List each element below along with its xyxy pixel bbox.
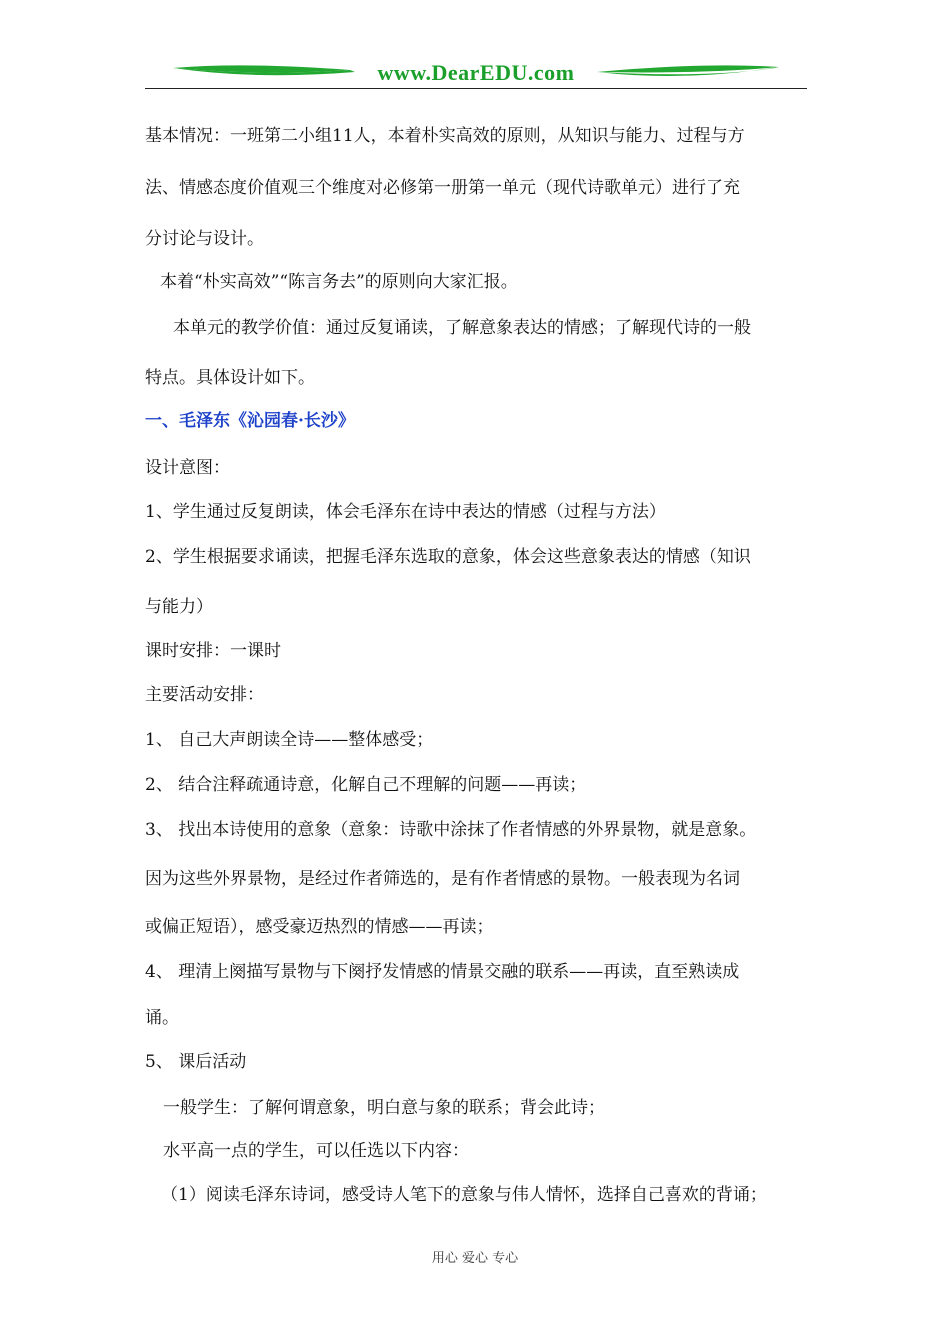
paragraph-line: 设计意图： [145,458,230,478]
paragraph-line: 特点。具体设计如下。 [145,368,315,388]
list-item: 2、学生根据要求诵读，把握毛泽东选取的意象，体会这些意象表达的情感（知识 [145,547,751,567]
list-item: 5、 课后活动 [145,1052,247,1072]
paragraph-line: 一般学生：了解何谓意象，明白意与象的联系；背会此诗； [163,1098,605,1118]
paragraph-line: 诵。 [145,1008,179,1028]
paragraph-line: 本着“朴实高效”“陈言务去”的原则向大家汇报。 [160,272,518,292]
list-item: 2、 结合注释疏通诗意，化解自己不理解的问题——再读； [145,775,587,795]
list-item: 1、学生通过反复朗读，体会毛泽东在诗中表达的情感（过程与方法） [145,502,666,522]
paragraph-line: 基本情况：一班第二小组11人，本着朴实高效的原则，从知识与能力、过程与方 [145,126,745,146]
paragraph-line: 课时安排：一课时 [145,641,281,661]
page-footer: 用心 爱心 专心 [431,1251,519,1266]
list-item: 3、 找出本诗使用的意象（意象：诗歌中涂抹了作者情感的外界景物，就是意象。 [145,820,757,840]
paragraph-line: 与能力） [145,597,213,617]
paragraph-line: 主要活动安排： [145,685,264,705]
page-header [145,58,807,90]
paragraph-line: 本单元的教学价值：通过反复诵读，了解意象表达的情感；了解现代诗的一般 [173,318,751,338]
list-item: 4、 理清上阕描写景物与下阕抒发情感的情景交融的联系——再读，直至熟读成 [145,962,740,982]
paragraph-line: 水平高一点的学生，可以任选以下内容： [163,1141,469,1161]
list-item: 1、 自己大声朗读全诗——整体感受； [145,730,434,750]
section-heading: 一、毛泽东《沁园春·长沙》 [145,411,355,431]
site-logo-text: www.DearEDU.com [377,60,575,85]
paragraph-line: 法、情感态度价值观三个维度对必修第一册第一单元（现代诗歌单元）进行了充 [145,178,740,198]
header-divider [145,88,807,89]
paragraph-line: 或偏正短语），感受豪迈热烈的情感——再读； [145,917,494,937]
paragraph-line: （1）阅读毛泽东诗词，感受诗人笔下的意象与伟人情怀，选择自己喜欢的背诵； [161,1185,767,1205]
paragraph-line: 因为这些外界景物，是经过作者筛选的，是有作者情感的景物。一般表现为名词 [145,869,740,889]
paragraph-line: 分讨论与设计。 [145,229,264,249]
